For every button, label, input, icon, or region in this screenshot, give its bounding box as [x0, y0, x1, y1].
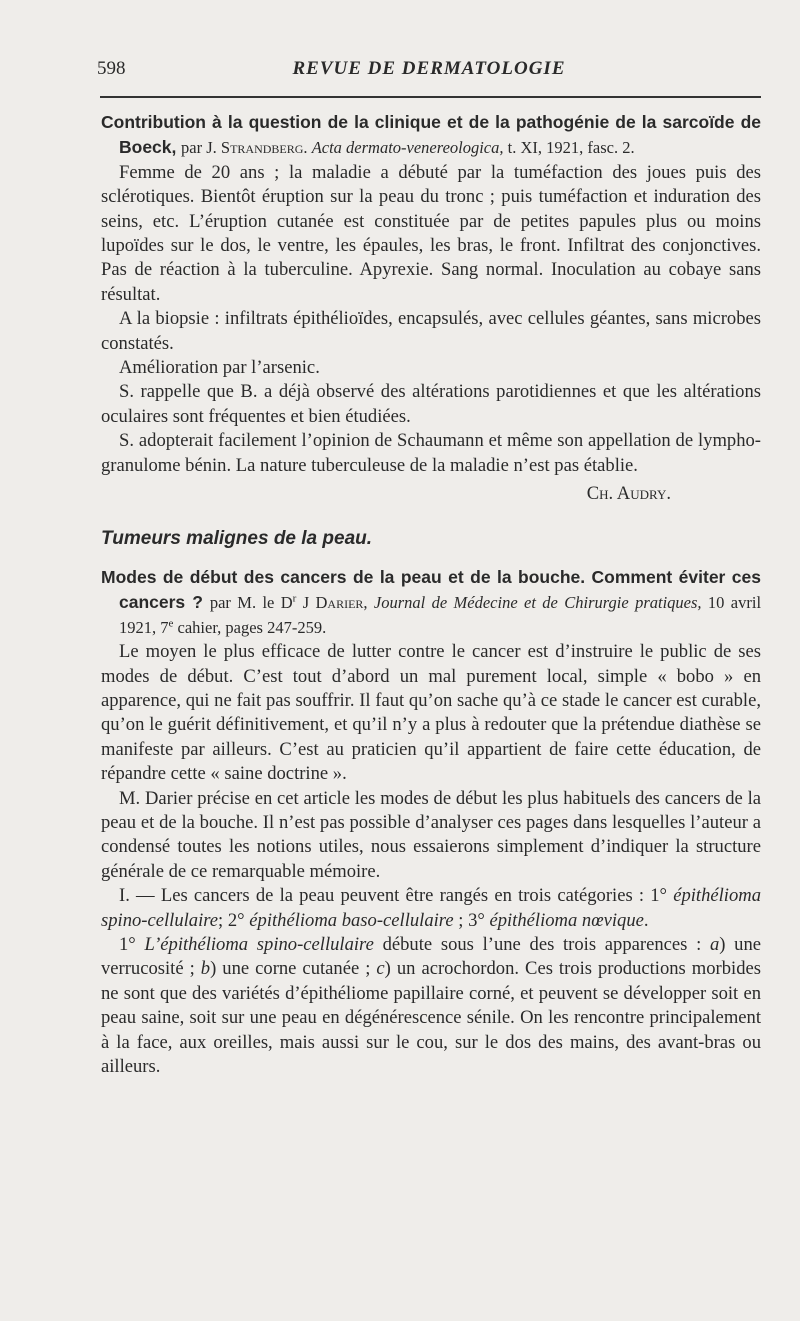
italic-term: épithélioma nœvique: [489, 909, 644, 931]
text-run: ; 3°: [458, 909, 485, 931]
text-run: .: [643, 909, 649, 931]
article-reference: [101, 110, 761, 161]
article-author: Darier,: [315, 593, 368, 613]
article-by: par M. le D: [209, 593, 293, 613]
text-run: 1°: [119, 934, 136, 955]
text-run: ; 2°: [218, 909, 245, 931]
italic-term: épithélioma spino-cellulaire: [101, 885, 761, 931]
list-letter: a: [709, 934, 720, 955]
body-paragraph: [101, 933, 761, 1079]
article-reference: [101, 565, 761, 640]
page-content: [101, 110, 761, 1079]
text-run: débute sous l’une des trois apparences :: [382, 934, 702, 955]
section-title: Tumeurs malignes de la peau.: [101, 527, 373, 549]
italic-term: L’épithélioma spino-cellulaire: [144, 934, 374, 955]
body-paragraph: M. Darier précise en cet article les modes de début les plus habituels des cancers de la peau et de la bouche. Il n’est pas possible d’analyser ces pages dans lesquelles l’auteur a condensé toutes les notions utiles, nous essaierons simplement d’indiquer la structure générale de ce remarquable mémoire.: [101, 787, 761, 882]
article-details-end: cahier, pages 247-259.: [177, 617, 327, 637]
author-initial: J: [302, 593, 310, 613]
body-paragraph: [101, 884, 761, 933]
list-letter: c: [376, 958, 385, 980]
article-author: Strandberg.: [220, 138, 308, 158]
body-paragraph: S. rappelle que B. a déjà observé des altérations parotidiennes et que les altérations oculaires sont fréquentes et bien étudiées.: [101, 381, 761, 427]
text-run: I. — Les cancers de la peau peuvent être rangés en trois catégories : 1°: [119, 885, 667, 907]
body-paragraph: Amélioration par l’arsenic.: [119, 357, 320, 379]
body-paragraph: A la biopsie : infiltrats épithélioïdes, encapsulés, avec cellules géantes, sans microbes constatés.: [101, 308, 761, 354]
text-run: ) une verrucosité ;: [101, 934, 761, 980]
article-title: Contribution à la question de la clinique et de la pathogénie de la sarcoïde de Boeck,: [101, 112, 761, 158]
text-run: ) un acrochordon. Ces trois productions morbides ne sont que des variétés d’épithéliome papillaire corné, et peuvent se développer soit en peau saine, soit sur une peau en dégénérescence sénile. On les rencontre principalement à la face, aux oreilles, mais aussi sur le cou, sur le dos des mains, des avant-bras ou ailleurs.: [101, 958, 761, 1078]
italic-term: épithélioma baso-cellulaire: [249, 909, 454, 931]
text-run: ) une corne cutanée ;: [210, 958, 371, 980]
article-journal: Acta dermato-venereologica,: [311, 138, 504, 158]
body-paragraph: S. adopterait facilement l’opinion de Schaumann et même son appellation de lympho-granulome bénin. La nature tuberculeuse de la maladie n’est pas établie.: [101, 430, 761, 476]
list-letter: b: [200, 958, 211, 980]
dr-superscript: r: [292, 592, 297, 605]
article-details: t. XI, 1921, fasc. 2.: [507, 138, 635, 158]
body-paragraph: Femme de 20 ans ; la maladie a débuté par la tuméfaction des joues puis des sclérotiques. Bientôt éruption sur la peau du tronc ; puis tuméfaction et induration des seins, etc. L’éruption cutanée est constituée par de petites papules plus ou moins lupoïdes sur le dos, le ventre, les épaules, les bras, le front. Infiltrat des conjonctives. Pas de réaction à la tuberculine. Apyrexie. Sang normal. Inoculation au cobaye sans résultat.: [101, 161, 761, 305]
body-paragraph: Le moyen le plus efficace de lutter contre le cancer est d’instruire le public de ses modes de début. C’est tout d’abord un mal purement local, simple « bobo » en apparence, qui ne fait pas souffrir. Il faut qu’on sache qu’à ce stade le cancer est curable, qu’on le guérit définitivement, et qu’il n’y a plus à redouter que la prétendue diathèse se manifeste par ailleurs. C’est au praticien qu’il appartient de faire cette éducation, de répandre cette « saine doctrine ».: [101, 641, 761, 785]
article-title: Modes de début des cancers de la peau et de la bouche. Comment éviter ces cancers ?: [101, 566, 761, 613]
details-superscript: e: [168, 617, 174, 630]
running-title: REVUE DE DERMATOLOGIE: [292, 58, 566, 79]
article-details: 10 avril 1921, 7: [119, 593, 762, 637]
article-by: par J.: [181, 138, 217, 158]
reviewer-signature: Ch. Audry.: [586, 483, 671, 505]
article-journal: Journal de Médecine et de Chirurgie pratiques,: [373, 593, 702, 613]
page-header: [97, 58, 761, 88]
header-rule: [100, 96, 761, 98]
page-number: 598: [97, 58, 126, 79]
